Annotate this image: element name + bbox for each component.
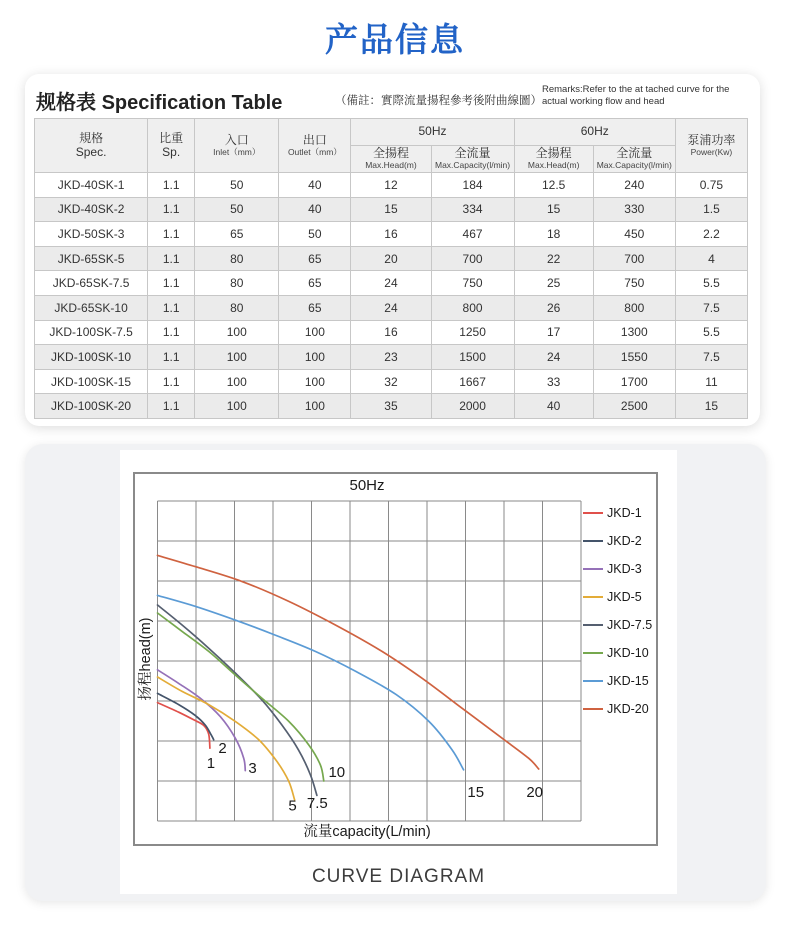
col-header-spec: 規格 Spec. [35, 119, 148, 173]
table-row [35, 394, 748, 419]
table-cell: 240 [593, 173, 675, 198]
table-cell: 1.1 [148, 173, 195, 198]
table-cell: 700 [431, 246, 514, 271]
x-axis-label: 流量capacity(L/min) [303, 824, 431, 840]
table-cell: JKD-100SK-20 [35, 394, 148, 419]
table-cell: 17 [514, 320, 593, 345]
curve-label-3: 3 [248, 760, 257, 777]
legend-item-JKD-5 [583, 583, 659, 611]
table-cell: JKD-100SK-10 [35, 345, 148, 370]
curve-label-10: 10 [328, 764, 346, 781]
legend-label: JKD-5 [607, 590, 642, 604]
table-row [35, 222, 748, 247]
table-cell: 1.1 [148, 271, 195, 296]
table-cell: 50 [279, 222, 351, 247]
curve-JKD-10 [158, 613, 324, 781]
table-row [35, 173, 748, 198]
col-header-sp: 比重 Sp. [148, 119, 195, 173]
table-cell: 1.1 [148, 222, 195, 247]
table-cell: JKD-100SK-15 [35, 369, 148, 394]
col-header-60hz: 60Hz [514, 119, 675, 146]
legend-label: JKD-15 [607, 674, 649, 688]
table-cell: 5.5 [675, 271, 747, 296]
spec-title-en: Specification Table [101, 92, 283, 114]
table-cell: 65 [279, 271, 351, 296]
legend-label: JKD-3 [607, 562, 642, 576]
table-cell: 1.1 [148, 369, 195, 394]
table-cell: 26 [514, 295, 593, 320]
specification-card [25, 74, 760, 426]
table-cell: JKD-50SK-3 [35, 222, 148, 247]
table-cell: 1.1 [148, 295, 195, 320]
legend-label: JKD-10 [607, 646, 649, 660]
spec-note: （備註：實際流量揚程參考後附曲線圖） [335, 95, 542, 107]
table-row [35, 197, 748, 222]
curve-JKD-20 [158, 555, 539, 769]
table-cell: 40 [514, 394, 593, 419]
table-cell: 40 [279, 197, 351, 222]
table-cell: 0.75 [675, 173, 747, 198]
table-cell: 4 [675, 246, 747, 271]
table-cell: 16 [351, 320, 431, 345]
table-cell: 334 [431, 197, 514, 222]
spec-table-title [36, 86, 282, 115]
legend-label: JKD-7.5 [607, 618, 653, 632]
table-cell: 700 [593, 246, 675, 271]
table-row [35, 345, 748, 370]
col-header-50hz-capacity: 全流量 Max.Capacity(l/min) [431, 146, 514, 173]
table-cell: 1300 [593, 320, 675, 345]
y-axis-label: 扬程head(m) [138, 617, 154, 701]
table-cell: 35 [351, 394, 431, 419]
spec-remarks: Remarks:Refer to the at tached curve for the actual working flow and head [542, 84, 730, 107]
table-cell: 23 [351, 345, 431, 370]
table-cell: 2500 [593, 394, 675, 419]
col-header-inlet: 入口 Inlet（mm） [195, 119, 279, 173]
legend-item-JKD-7.5 [583, 611, 659, 639]
table-cell: 330 [593, 197, 675, 222]
table-cell: JKD-65SK-10 [35, 295, 148, 320]
spec-title-zh: 规格表 [36, 92, 96, 114]
table-cell: 1.1 [148, 246, 195, 271]
table-cell: 1500 [431, 345, 514, 370]
table-cell: 1667 [431, 369, 514, 394]
table-cell: 1700 [593, 369, 675, 394]
chart-caption: CURVE DIAGRAM [311, 866, 486, 887]
curve-chart-svg [135, 474, 656, 844]
table-cell: 65 [195, 222, 279, 247]
legend-item-JKD-10 [583, 639, 659, 667]
table-cell: 65 [279, 246, 351, 271]
table-cell: 80 [195, 271, 279, 296]
legend-label: JKD-20 [607, 702, 649, 716]
table-cell: JKD-40SK-1 [35, 173, 148, 198]
chart-legend [583, 499, 659, 723]
table-cell: JKD-65SK-5 [35, 246, 148, 271]
table-cell: 2000 [431, 394, 514, 419]
table-cell: 22 [514, 246, 593, 271]
table-cell: 184 [431, 173, 514, 198]
table-cell: 80 [195, 246, 279, 271]
legend-item-JKD-3 [583, 555, 659, 583]
table-cell: 100 [195, 320, 279, 345]
table-cell: 1.1 [148, 394, 195, 419]
table-cell: 750 [431, 271, 514, 296]
table-row [35, 320, 748, 345]
table-cell: 1.1 [148, 197, 195, 222]
table-cell: 750 [593, 271, 675, 296]
curve-diagram-card [25, 444, 766, 901]
table-cell: 1.5 [675, 197, 747, 222]
table-cell: 33 [514, 369, 593, 394]
table-cell: JKD-40SK-2 [35, 197, 148, 222]
curve-chart [133, 472, 658, 846]
table-cell: 1250 [431, 320, 514, 345]
table-cell: 2.2 [675, 222, 747, 247]
col-header-60hz-head: 全揚程 Max.Head(m) [514, 146, 593, 173]
legend-item-JKD-15 [583, 667, 659, 695]
table-cell: 100 [279, 345, 351, 370]
legend-item-JKD-20 [583, 695, 659, 723]
page-title: 产品信息 [325, 21, 465, 58]
curve-JKD-15 [158, 595, 464, 769]
chart-title: 50Hz [349, 477, 385, 494]
curve-JKD-2 [158, 693, 214, 739]
table-cell: 800 [593, 295, 675, 320]
table-cell: 18 [514, 222, 593, 247]
curve-label-20: 20 [526, 784, 544, 801]
table-cell: 100 [279, 320, 351, 345]
table-cell: 15 [675, 394, 747, 419]
table-cell: 80 [195, 295, 279, 320]
col-header-60hz-capacity: 全流量 Max.Capacity(l/min) [593, 146, 675, 173]
table-cell: 7.5 [675, 345, 747, 370]
table-cell: 24 [514, 345, 593, 370]
col-header-50hz: 50Hz [351, 119, 514, 146]
legend-label: JKD-1 [607, 506, 642, 520]
col-header-50hz-head: 全揚程 Max.Head(m) [351, 146, 431, 173]
curve-label-5: 5 [288, 797, 297, 815]
curve-label-7.5: 7.5 [306, 794, 328, 812]
legend-label: JKD-2 [607, 534, 642, 548]
legend-swatch [583, 512, 603, 514]
legend-swatch [583, 680, 603, 682]
table-row [35, 295, 748, 320]
table-cell: 100 [279, 369, 351, 394]
legend-swatch [583, 624, 603, 626]
legend-item-JKD-1 [583, 499, 659, 527]
table-cell: 50 [195, 197, 279, 222]
table-cell: JKD-65SK-7.5 [35, 271, 148, 296]
table-cell: 450 [593, 222, 675, 247]
table-cell: 40 [279, 173, 351, 198]
table-row [35, 369, 748, 394]
table-cell: 15 [351, 197, 431, 222]
table-cell: 1550 [593, 345, 675, 370]
curve-labels [207, 740, 543, 815]
table-cell: 65 [279, 295, 351, 320]
table-cell: 16 [351, 222, 431, 247]
curve-diagram-panel [120, 450, 677, 894]
table-cell: 24 [351, 295, 431, 320]
table-cell: 11 [675, 369, 747, 394]
table-cell: 1.1 [148, 320, 195, 345]
legend-swatch [583, 596, 603, 598]
legend-item-JKD-2 [583, 527, 659, 555]
curve-label-1: 1 [206, 754, 216, 772]
table-cell: 7.5 [675, 295, 747, 320]
curve-label-15: 15 [467, 784, 485, 801]
table-cell: 100 [279, 394, 351, 419]
table-row [35, 271, 748, 296]
table-cell: 100 [195, 394, 279, 419]
legend-swatch [583, 708, 603, 710]
curve-label-2: 2 [218, 740, 227, 757]
table-row [35, 246, 748, 271]
table-cell: JKD-100SK-7.5 [35, 320, 148, 345]
legend-swatch [583, 540, 603, 542]
col-header-outlet: 出口 Outlet（mm） [279, 119, 351, 173]
table-cell: 100 [195, 369, 279, 394]
table-cell: 100 [195, 345, 279, 370]
table-cell: 25 [514, 271, 593, 296]
legend-swatch [583, 652, 603, 654]
table-cell: 24 [351, 271, 431, 296]
table-cell: 15 [514, 197, 593, 222]
table-cell: 5.5 [675, 320, 747, 345]
legend-swatch [583, 568, 603, 570]
table-cell: 467 [431, 222, 514, 247]
specification-table [34, 118, 748, 419]
table-cell: 32 [351, 369, 431, 394]
table-cell: 1.1 [148, 345, 195, 370]
curve-JKD-7.5 [158, 605, 317, 795]
table-cell: 12.5 [514, 173, 593, 198]
col-header-power: 泵浦功率 Power(Kw) [675, 119, 747, 173]
table-cell: 12 [351, 173, 431, 198]
table-cell: 800 [431, 295, 514, 320]
table-cell: 20 [351, 246, 431, 271]
table-cell: 50 [195, 173, 279, 198]
